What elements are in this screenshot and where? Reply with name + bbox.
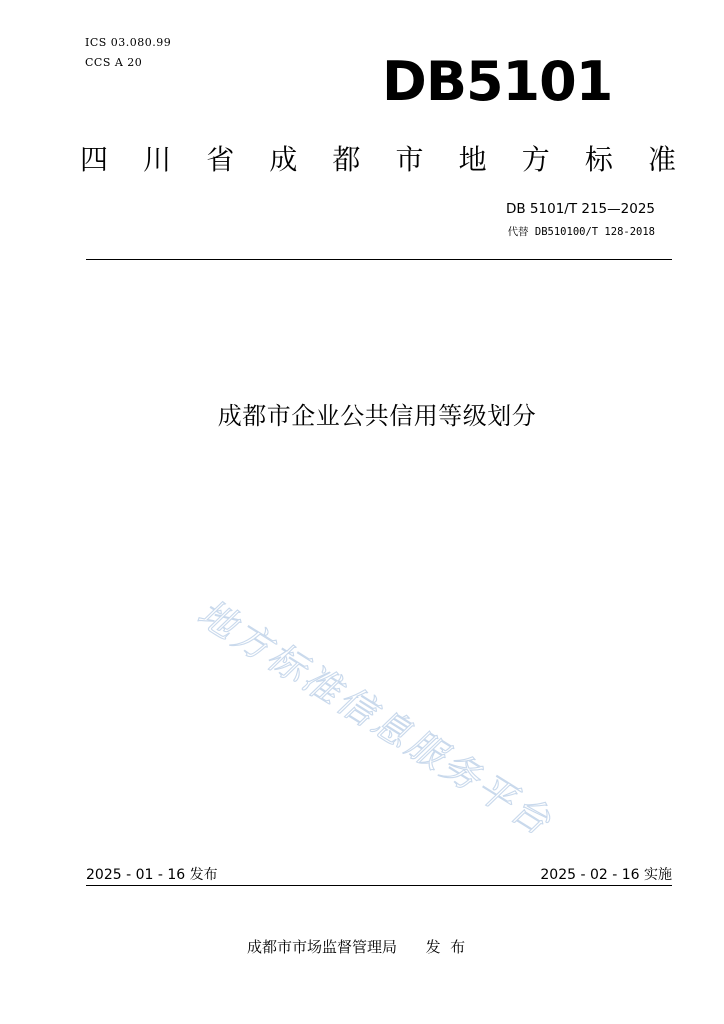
top-divider (86, 259, 672, 260)
standard-type-char: 省 (206, 143, 235, 176)
document-title: 成都市企业公共信用等级划分 (217, 402, 537, 430)
standard-type-char: 准 (647, 143, 676, 176)
replaces-standard: 代替 DB510100/T 128-2018 (507, 226, 655, 238)
standard-type-char: 四 (79, 143, 108, 176)
standard-type-char: 方 (521, 143, 550, 176)
implementation-date: 2025 - 02 - 16 实施 (540, 867, 672, 883)
watermark (175, 590, 605, 860)
standard-code-logo: DB5101 (382, 50, 613, 113)
standard-type-char: 都 (332, 143, 361, 176)
standard-type-char: 市 (395, 143, 424, 176)
standard-type-char: 地 (458, 143, 487, 176)
svg-text:地方标准信息服务平台: 地方标准信息服务平台 (190, 591, 561, 845)
standard-type-char: 川 (143, 143, 172, 176)
ics-code: ICS 03.080.99 (85, 36, 172, 49)
issuing-authority: 成都市市场监督管理局 发 布 (247, 938, 466, 956)
standard-type-heading (78, 138, 678, 178)
standard-type-char: 成 (269, 143, 298, 176)
bottom-divider (86, 885, 672, 886)
standard-type-char: 标 (584, 143, 613, 176)
ccs-code: CCS A 20 (85, 56, 143, 69)
standard-number: DB 5101/T 215—2025 (505, 201, 655, 217)
issue-date: 2025 - 01 - 16 发布 (86, 867, 218, 883)
